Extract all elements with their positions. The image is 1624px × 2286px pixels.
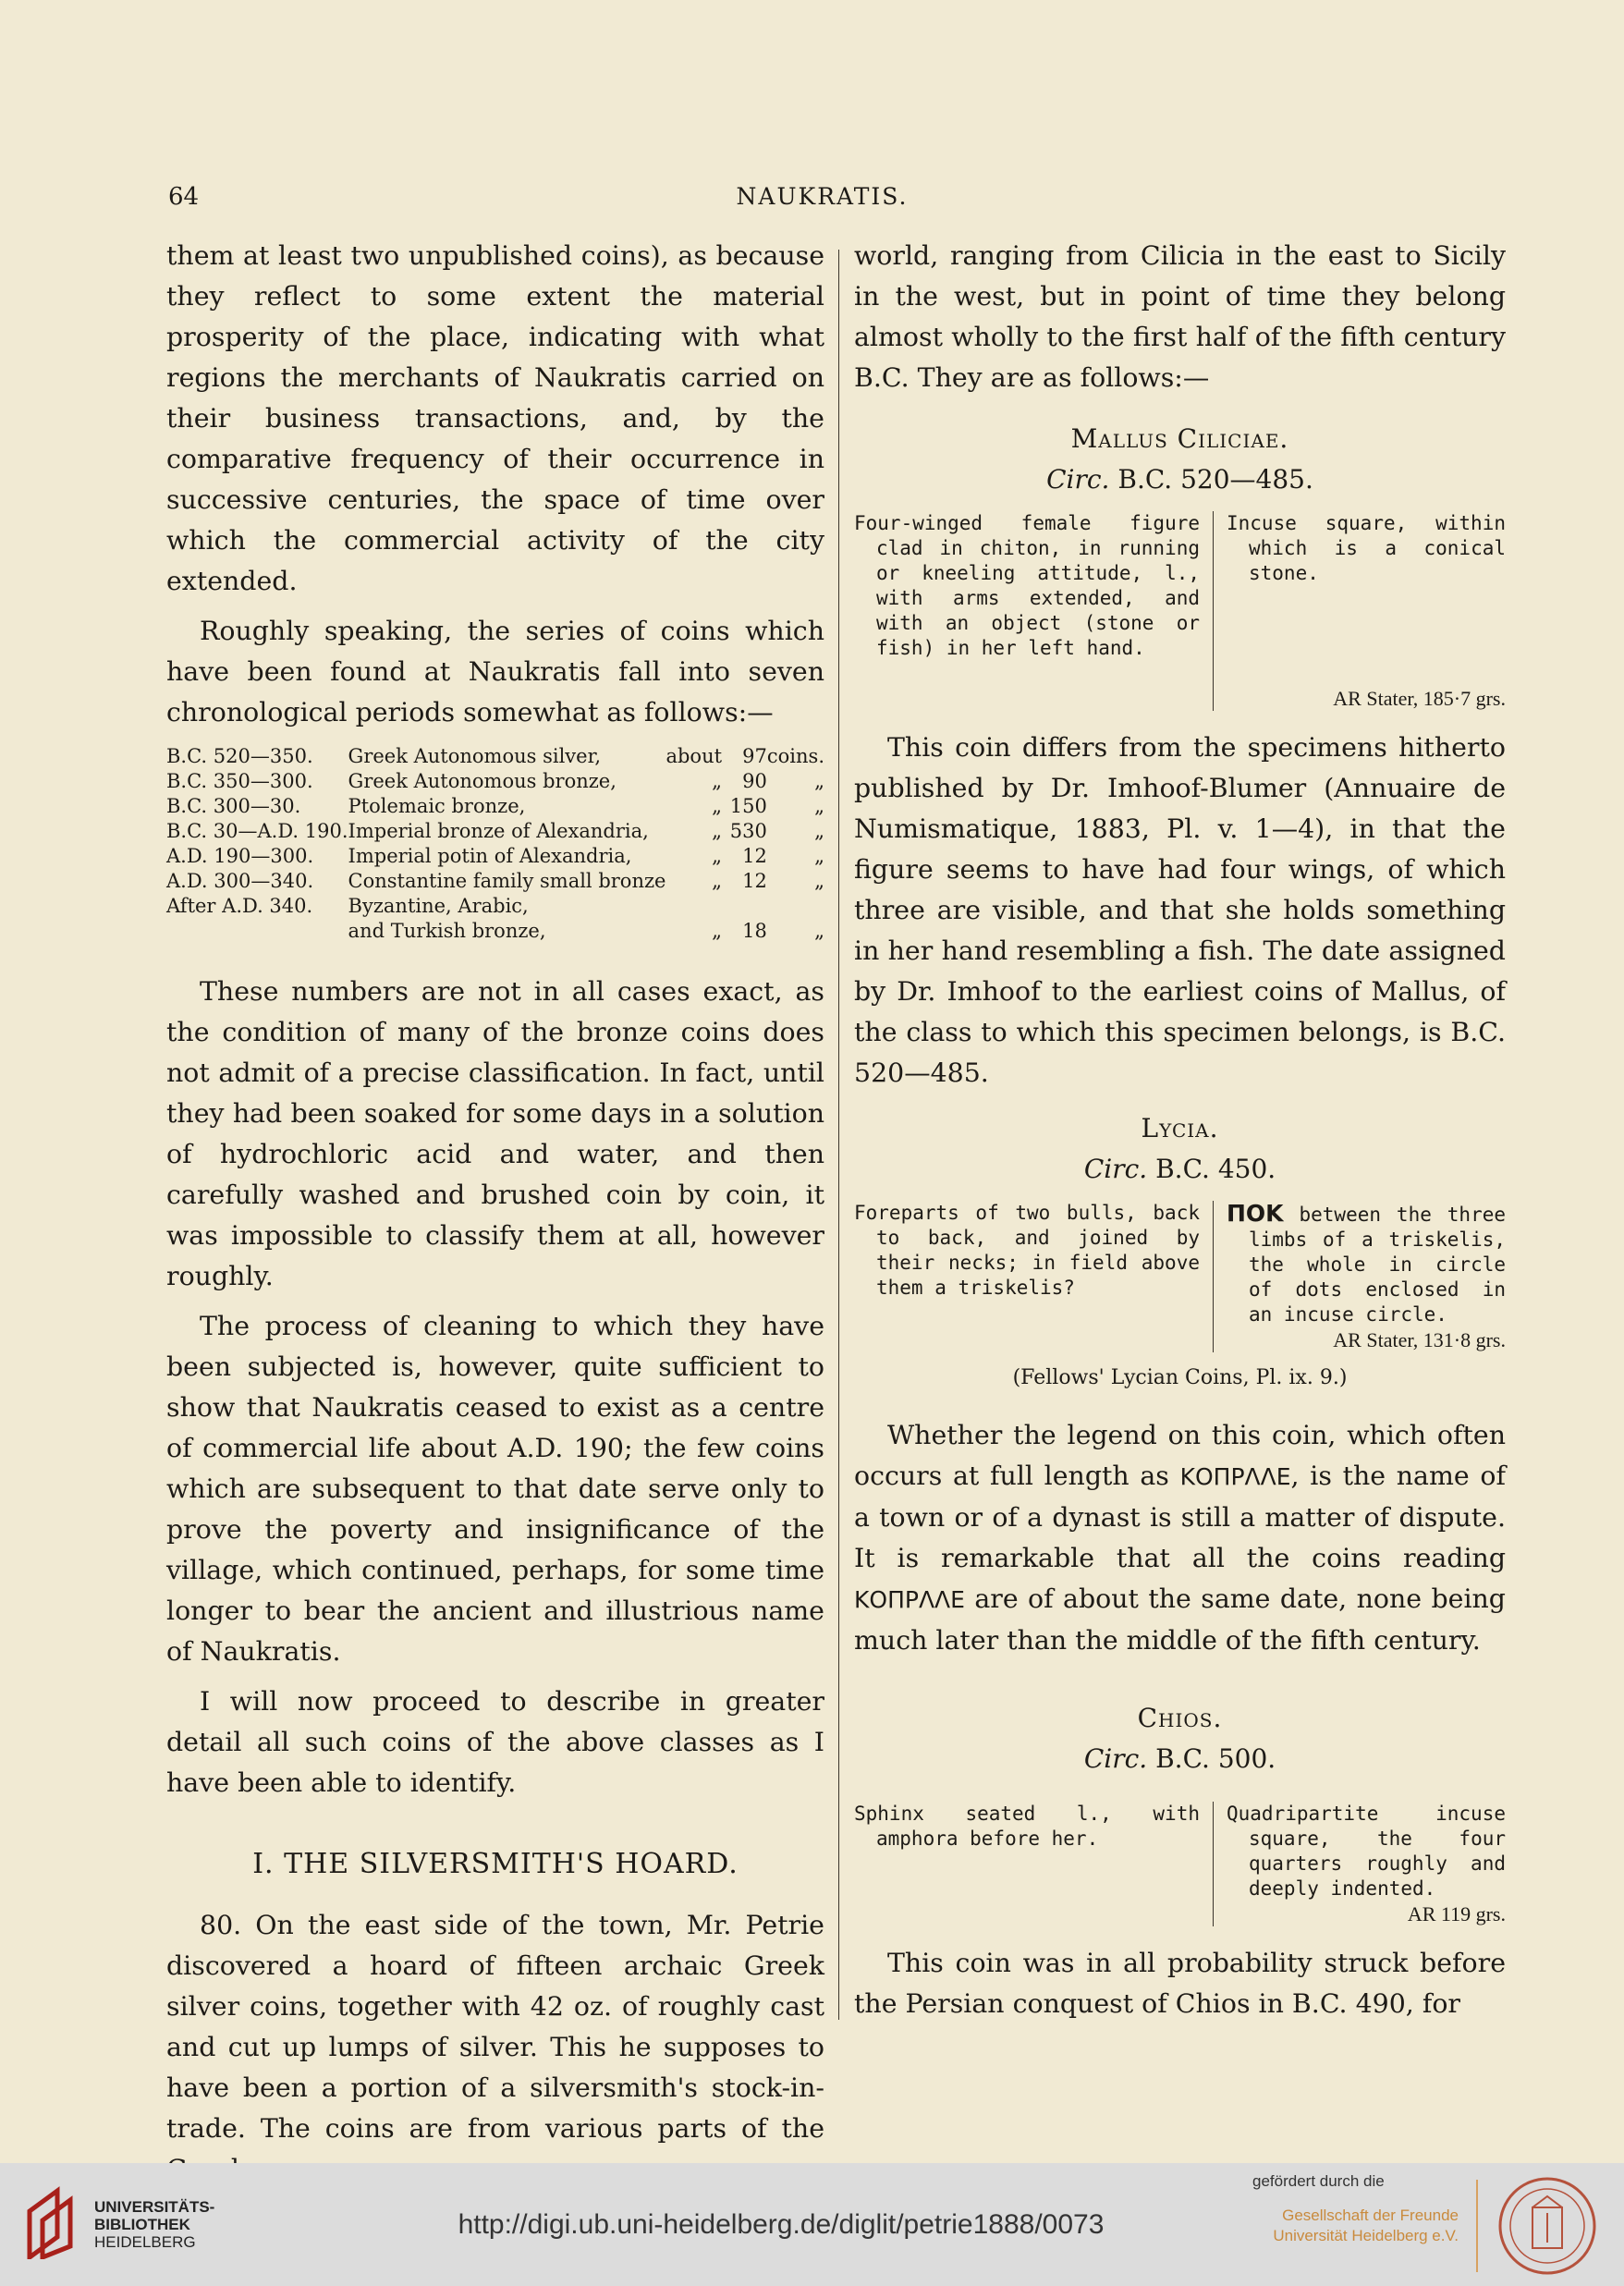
periods-table <box>166 744 824 944</box>
paragraph: Roughly speaking, the series of coins which have been found at Naukratis fall into seven chronological periods somewhat as follows:— <box>166 616 824 727</box>
period-num: 12 <box>742 870 767 892</box>
period-desc: Constantine family small bronze <box>348 870 666 892</box>
paragraph: world, ranging from Cilicia in the east to Sicily in the west, but in point of time they belong almost wholly to the first half of the fifth century B.C. They are as follows:— <box>854 240 1506 393</box>
reverse-text: Quadripartite incuse square, the four quarters roughly and deeply indented. <box>1227 1803 1506 1900</box>
period-about: „ <box>712 795 723 817</box>
permalink[interactable]: http://digi.ub.uni-heidelberg.de/diglit/petrie1888/0073 <box>458 2209 1105 2240</box>
running-title: NAUKRATIS. <box>736 183 909 210</box>
page-number: 64 <box>168 183 200 211</box>
coin-legend: ΠΟΚ <box>1227 1200 1284 1227</box>
period-num: 150 <box>729 795 767 817</box>
period-desc: Imperial potin of Alexandria, <box>348 845 632 867</box>
coin-date-chios: Circ. B.C. 500. <box>1083 1743 1276 1774</box>
reverse-column <box>1214 1802 1506 1926</box>
paragraph: I will now proceed to describe in greater detail all such coins of the above classes as I have been able to identify. <box>166 1686 824 1798</box>
period-row <box>166 819 824 844</box>
reverse-column <box>1214 1201 1506 1352</box>
period-num: 18 <box>742 920 767 942</box>
coin-heading-lycia: Lycia. <box>1141 1113 1219 1143</box>
coin-description-chios <box>854 1802 1506 1926</box>
period-unit <box>767 894 824 919</box>
period-about: „ <box>712 920 723 942</box>
paragraph: 80. On the east side of the town, Mr. Petrie discovered a hoard of fifteen archaic Greek silver coins, together with 42 oz. of roughly cast and cut up lumps of silver. This he supposes to have been a portion of a silversmith's stock-in-trade. The coins are from various parts of the <box>166 1910 824 2144</box>
obverse-text: Four-winged female figure clad in chiton, in running or kneeling attitude, l., with arms extended, and with an object (stone or fish) in her left hand. <box>854 511 1214 711</box>
reverse-text: Incuse square, within which is a conical stone. <box>1227 512 1506 584</box>
digitization-footer <box>0 2163 1624 2286</box>
footer-separator <box>1476 2180 1478 2272</box>
period-num: 97 <box>742 745 767 767</box>
period-num: 530 <box>729 820 767 842</box>
period-about: „ <box>712 845 723 867</box>
university-seal-icon <box>1497 2176 1597 2276</box>
page-header <box>168 183 1476 220</box>
period-desc: Greek Autonomous silver, <box>348 745 601 767</box>
period-unit: „ <box>814 820 824 842</box>
period-row <box>166 894 824 919</box>
library-name: UNIVERSITÄTS- BIBLIOTHEK HEIDELBERG <box>94 2198 215 2251</box>
coin-heading-mallus: Mallus Ciliciae. <box>1070 423 1289 454</box>
period-unit: „ <box>814 770 824 792</box>
period-row <box>166 869 824 894</box>
period-period: After A.D. 340. <box>166 895 313 917</box>
period-unit: „ <box>814 870 824 892</box>
period-period: B.C. 30—A.D. 190. <box>166 820 348 842</box>
period-row <box>166 769 824 794</box>
period-row <box>166 844 824 869</box>
period-about: „ <box>712 770 723 792</box>
coin-date-mallus: Circ. B.C. 520—485. <box>1046 464 1313 495</box>
period-desc: Ptolemaic bronze, <box>348 795 526 817</box>
period-unit: „ <box>814 795 824 817</box>
reverse-column <box>1214 511 1506 711</box>
period-unit: „ <box>814 920 824 942</box>
paragraph: These numbers are not in all cases exact, as the condition of many of the bronze coins does not admit of a precise classification. In fact, until they had been soaked for some days in a solution of hydrochloric acid and water, and then carefully washed and brushed coin by coin, it was impossible to classify them at all, however roughly. <box>166 976 824 1291</box>
funded-by-label: gefördert durch die <box>1252 2172 1385 2190</box>
period-period: A.D. 190—300. <box>166 845 314 867</box>
reverse-text: ΠΟΚ between the three limbs of a triskelis, the whole in circle of dots enclosed in an incuse circle. <box>1227 1200 1506 1326</box>
period-num <box>722 894 767 919</box>
period-period: A.D. 300—340. <box>166 870 314 892</box>
period-desc: and Turkish bronze, <box>348 920 546 942</box>
period-desc: Greek Autonomous bronze, <box>348 770 617 792</box>
coin-weight: AR 119 grs. <box>1407 1902 1506 1925</box>
section-title: I. THE SILVERSMITH'S HOARD. <box>252 1848 739 1880</box>
paragraph: This coin was in all probability struck before the Persian conquest of Chios in B.C. 490, for <box>854 1948 1506 2019</box>
paragraph: Whether the legend on this coin, which often occurs at full length as ΚΟΠΡΛΛΕ, is the name of a town or of a dynast is still a matter of dispute. It is remarkable that all the coins reading ΚΟΠΡΛΛΕ are of about the same date, none being much later than the middle of the fifth century. <box>854 1420 1506 1656</box>
period-num: 90 <box>742 770 767 792</box>
period-period: B.C. 520—350. <box>166 745 313 767</box>
coin-heading-chios: Chios. <box>1137 1703 1223 1733</box>
period-about: about <box>665 745 723 767</box>
coin-description-mallus <box>854 511 1506 711</box>
period-desc: Byzantine, Arabic, <box>348 895 529 917</box>
column-divider <box>838 250 839 2020</box>
library-logo-icon <box>20 2183 85 2259</box>
period-period: B.C. 300—30. <box>166 795 301 817</box>
period-num: 12 <box>742 845 767 867</box>
period-about <box>665 894 722 919</box>
period-row <box>166 919 824 944</box>
period-unit: „ <box>814 845 824 867</box>
obverse-text: Foreparts of two bulls, back to back, and joined by their necks; in field above them a triskelis? <box>854 1201 1214 1352</box>
period-unit: coins. <box>766 745 824 767</box>
obverse-text: Sphinx seated l., with amphora before her. <box>854 1802 1214 1926</box>
period-row <box>166 794 824 819</box>
coin-date-lycia: Circ. B.C. 450. <box>1083 1154 1276 1184</box>
funder-name: Gesellschaft der Freunde Universität Heidelberg e.V. <box>1273 2207 1459 2244</box>
coin-description-lycia <box>854 1201 1506 1352</box>
period-about: „ <box>712 820 723 842</box>
right-column <box>854 236 1506 2024</box>
paragraph: This coin differs from the specimens hitherto published by Dr. Imhoof-Blumer (Annuaire de Numismatique, 1883, Pl. v. 1—4), in that the figure seems to have had four wings, of which three are visible, and that she holds something in her hand resembling a fish. The date assigned by Dr. Imhoof to the earliest coins of Mallus, of the class to which this specimen belongs, is B.C. 520—485. <box>854 732 1506 1088</box>
coin-weight: AR Stater, 131·8 grs. <box>1333 1328 1506 1351</box>
period-period <box>166 919 348 944</box>
coin-weight: AR Stater, 185·7 grs. <box>1333 687 1506 710</box>
period-about: „ <box>712 870 723 892</box>
period-row <box>166 744 824 769</box>
reference: (Fellows' Lycian Coins, Pl. ix. 9.) <box>1012 1366 1348 1389</box>
paragraph: The process of cleaning to which they have been subjected is, however, quite sufficient to show that Naukratis ceased to exist as a centre of commercial life about A.D. 190; the few coins which are subsequent to that date serve only to prove the poverty and insignificance of the village, which continued, perhaps, for some time longer to bear the ancient and illustrious name of Naukratis. <box>166 1311 824 1667</box>
paragraph: them at least two unpublished coins), as because they reflect to some extent the material prosperity of the place, indicating with what regions the merchants of Naukratis carried on their business transactions, and, by the comparative frequency of their occurrence in successive centuries, the space of time over which the commercial activity of the city extended. <box>166 240 824 596</box>
period-period: B.C. 350—300. <box>166 770 313 792</box>
period-desc: Imperial bronze of Alexandria, <box>348 820 649 842</box>
left-column <box>166 236 824 2190</box>
